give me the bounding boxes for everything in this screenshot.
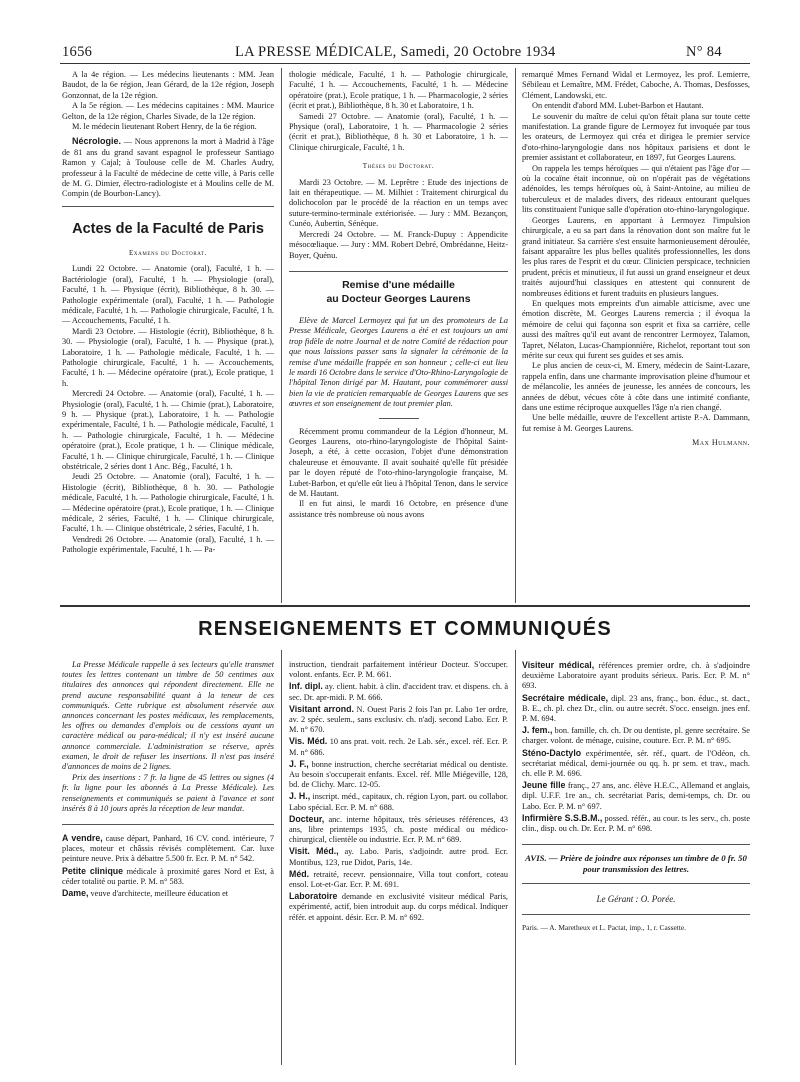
column-1 [62, 70, 274, 605]
paragraph: Récemment promu commandeur de la Légion d'honneur, M. Georges Laurens, oto-rhino-laryngologiste de l'hôpital Saint-Joseph, a été, à cette occasion, l'objet d'une démonstration chaleureuse et émouvante. Il avait souhaité qu'elle fût présidée par le doyen réputé de l'oto-rhino-laryngologie française, M. Lubet-Barbon, et qu'elle eût lieu à l'hôpital Tenon, dans le service de M. Hautant. [289, 426, 508, 498]
ad-item [289, 660, 508, 680]
ad-text: bon. famille, ch. ch. Dr ou dentiste, pl. genre secrétaire. Se charger. volont. de ménage, cuisine, couture. Ecr. P. M. n° 695. [522, 726, 750, 746]
ad-keyword: A vendre, [62, 833, 103, 844]
section-rule-thick [60, 605, 750, 607]
ad-text: inscript. méd., capitaux, ch. région Lyon, part. ou collabor. Labo spécial. Ecr. P. M. n° 688. [289, 792, 508, 812]
column-3 [522, 70, 750, 605]
paragraph: Il en fut ainsi, le mardi 16 Octobre, en présence d'une assistance très nombreuse où nous avons [289, 499, 508, 519]
avis-notice: AVIS. — Prière de joindre aux réponses un timbre de 0 fr. 50 pour transmission des lettres. [525, 853, 747, 875]
ad-item [289, 891, 508, 923]
paragraph: A la 4e région. — Les médecins lieutenants : MM. Jean Baudot, de la 6e région, Jean Gérard, de la 12e région, Joseph Gonzonnat, de la 12e région. [62, 70, 274, 100]
ad-text: cause départ, Panhard, 16 CV. cond. intérieure, 7 places, moteur et châssis révisés complètement. Car. luxe peinture neuve. Prix à débattre 5.500 fr. Ecr. P. M. n° 542. [62, 834, 274, 864]
paragraph: On rappela les temps héroïques — qui n'étaient pas l'âge d'or — où la cocaïne était inconnue, où on n'opérait pas de végétations adénoïdes, les temps héroïques où, à Saint-Antoine, au milieu de tuberculeux et de malades divers, des rideaux entourant quelques lits constituaient l'unique salle d'opération oto-rhino-laryngologique. [522, 163, 750, 215]
header-rule [60, 63, 750, 64]
ad-keyword: J. F., [289, 758, 309, 769]
ad-keyword: Méd. [289, 868, 310, 879]
paragraph: Une belle médaille, œuvre de l'excellent artiste P.-A. Dammann, fut remise à M. Georges Laurens. [522, 413, 750, 433]
paragraph: En quelques mots empreints d'un aimable atticisme, avec une émotion discrète, M. Georges Laurens remercia ; il évoqua la mémoire de celui qui façonna son esprit et fixa sa carrière, celle aussi des maîtres qu'il eut avant de rencontrer Lermoyez, Talamon, Tapret, Nélaton, Lucas-Championnière, Richelot, reportant tout son mérite sur ceux qui furent ses guides et ses amis. [522, 298, 750, 360]
ad-text: N. Ouest Paris 2 fois l'an pr. Labo 1er ordre, av. 2 spéc. seulem., sans exclusiv. ch. n'adj. second Labo. Ecr. P. M. n° 670. [289, 704, 508, 735]
renseignements-heading: RENSEIGNEMENTS ET COMMUNIQUÉS [198, 618, 612, 640]
avis-rule-bottom [522, 883, 750, 884]
notice-rule [62, 824, 274, 825]
ad-keyword: J. fem., [522, 725, 553, 736]
announcements-column-3 [522, 660, 750, 1070]
short-rule [379, 418, 419, 419]
paragraph: Le souvenir du maître de celui qu'on fêtait plana sur toute cette manifestation. La grande figure de Lermoyez fut invoquée par tous les orateurs, de Lermoyez qui créa et dirigea le premier service d'oto-rhino-laryngologie dans nos hôpitaux parisiens et dont le premier assistant et collaborateur, en 1897, fut Georges Laurens. [522, 111, 750, 163]
column-2 [289, 70, 508, 605]
column-divider [515, 650, 516, 1065]
paragraph: A la 5e région. — Les médecins capitaines : MM. Maurice Gelton, de la 12e région, Charles Sivade, de la 12e région. [62, 101, 274, 121]
ad-keyword: Petite clinique [62, 865, 124, 876]
ad-text: expérimentée, sér. réf., quart. de l'Odéon, ch. secrétariat médical, demi-journée ou qq. h. pr sem. et trav., mach. ch. elle P. M. 696. [522, 748, 750, 779]
ad-keyword: Sténo-Dactylo [522, 747, 582, 758]
paragraph: Vendredi 26 Octobre. — Anatomie (oral), Faculté, 1 h. — Pathologie expérimentale, Faculté, 1 h. — Pa- [62, 534, 274, 555]
ad-text: franç., 27 ans, anc. élève H.E.C., Allemand et anglais, dipl. U.F.F. 1re an., ch. secrétariat Paris, demi-temps, ch. Dr. ou Labo. Ecr. P. M. n° 697. [522, 781, 750, 811]
theses-heading: Thèses du Doctorat. [362, 162, 435, 171]
ad-item [522, 748, 750, 780]
ad-item [289, 814, 508, 846]
ad-item [289, 759, 508, 791]
ad-item [289, 846, 508, 867]
ad-item [289, 704, 508, 736]
ad-keyword: Secrétaire médicale, [522, 692, 609, 703]
ad-item [522, 780, 750, 812]
ad-keyword: Infirmière S.S.B.M., [522, 812, 603, 823]
column-divider [281, 650, 282, 1065]
ad-text: veuve d'architecte, meilleure éducation et [90, 889, 229, 899]
examens-heading: Examens du Doctorat. [129, 248, 207, 257]
ad-text: bonne instruction, cherche secrétariat médical ou dentiste. Au besoin s'occuperait enfants. Excel. réf. Mlle Miégeville, 128, bd. de Clichy. Marc. 12-05. [289, 759, 508, 790]
ad-text: demande en exclusivité visiteur médical Paris, expérimenté, actif, bien introduit aup. du corps médical. Indiquer référ. et appoint. désir. Ecr. P. M. n° 692. [289, 892, 508, 922]
necrologie-text: — Nous apprenons la mort à Madrid à l'âge de 81 ans du grand savant espagnol le professeur Santiago Ramon y Cajal; à Toulouse celle de M. Charles Audry, professeur à la Faculté de médecine de cette ville, à Paris celle de M. G. Dimier, électro-radiologiste et à Moulins celle de M. Compin (de Bourbon-Lancy). [62, 137, 274, 199]
paragraph: Samedi 27 Octobre. — Anatomie (oral), Faculté, 1 h. — Physique (oral), Laboratoire, 1 h. — Pharmacologie 2 séries (écrit et prat.), Bibliothèque, 8 h. 30 et Laboratoire, 1 h. — Clinique chirurgicale, Faculté, 1 h. [289, 111, 508, 152]
notice-paragraph: Prix des insertions : 7 fr. la ligne de 45 lettres ou signes (4 fr. la ligne pour les abonnés à La Presse Médicale). Les renseignements et communiqués se paient à l'avance et sont insérés 8 à 10 jours après la réception de leur mandat. [62, 773, 274, 813]
signature: Max Hulmann. [692, 438, 750, 448]
remise-intro: Elève de Marcel Lermoyez qui fut un des promoteurs de La Presse Médicale, Georges Laurens a été et est toujours un ami trop fidèle de notre Journal et de notre Comité de rédaction pour que nous laissions passer sans la signaler la cérémonie de la remise d'une médaille frappée en son honneur ; celle-ci eut lieu le mardi 16 Octobre dans le service d'Oto-Rhino-Laryngologie de l'hôpital Tenon dirigé par M. Hautant, pour commémorer aussi bien la vie de praticien remarquable de Georges Laurens que ses œuvres et son enseignement de tout premier plan. [289, 315, 508, 409]
ad-text: 10 ans prat. voit. rech. 2e Lab. sér., excel. réf. Ecr. P. M. n° 686. [289, 737, 508, 757]
paragraph: On entendit d'abord MM. Lubet-Barbon et Hautant. [532, 101, 704, 111]
ad-text: ay. client. habit. à clin. d'accident trav. et dispens. ch. à sec. Dr. apr-midi. P. M. 666. [289, 682, 508, 702]
ad-item [289, 736, 508, 757]
ad-text: médicale à proximité gares Nord et Est, à céder totalité ou partie. P. M. n° 583. [62, 866, 274, 886]
paragraph: M. le médecin lieutenant Robert Henry, de la 6e région. [72, 122, 257, 132]
ad-keyword: Jeune fille [522, 780, 566, 791]
ad-text: retraité, recevr. pensionnaire, Villa tout confort, coteau ensol. Lot-et-Gar. Ecr. P. M. 691. [289, 869, 508, 890]
ad-item [522, 725, 750, 746]
ad-item [522, 813, 750, 834]
ad-item [522, 693, 750, 725]
necrologie-paragraph [62, 136, 274, 199]
paragraph: Lundi 22 Octobre. — Anatomie (oral), Faculté, 1 h. — Bactériologie (oral), Faculté, 1 h. — Physiologie (oral), Faculté, 1 h. — Physique (écrit), Bibliothèque, 8 h. 30. — Pathologie expérimentale (oral), Faculté, 1 h. — Pathologie médicale, Faculté, 1 h. — Pathologie chirurgicale, Faculté, 1 h. — Accouchements, Faculté, 1 h. [62, 264, 274, 326]
ad-text: anc. interne hôpitaux, très sérieuses références, 43 ans, libre printemps 1935, ch. poste médical ou médico-chirurgical, clientèle ou industrie. Ecr. P. M. n° 689. [289, 814, 508, 845]
ad-keyword: Dame, [62, 888, 89, 899]
ad-item [62, 866, 274, 887]
ad-text: instruction, tiendrait parfaitement intérieur Docteur. S'occuper. volont. enfants. Ecr. P. M. 661. [289, 660, 508, 680]
notice-paragraph: La Presse Médicale rappelle à ses lecteurs qu'elle transmet toutes les lettres contenant un timbre de 50 centimes aux titulaires des annonces qui répondent directement. Elle ne prend aucune responsabilité quant à la teneur de ces communiqués. Cette rubrique est absolument réservée aux annonces concernant les postes médicaux, les remplacements, les offres ou demandes d'emplois ou de cessions ayant un caractère médical ou para-médical; il n'y est inséré aucune annonce commerciale. L'administration se réserve, après examen, le droit de refuser les insertions. Il n'est pas inséré d'annonces de moins de 2 lignes. [62, 660, 274, 772]
paragraph: Mardi 23 Octobre. — Histologie (écrit), Bibliothèque, 8 h. 30. — Physiologie (oral), Faculté, 1 h. — Physique (prat.), Laboratoire, 1 h. — Pathologie médicale, Faculté, 1 h. — Pathologie chirurgicale, Faculté, 1 h. — Accouchements, Faculté, 1 h. — Médecine opératoire (prat.), Ecole pratique, 1 h. [62, 326, 274, 388]
ad-item [289, 681, 508, 702]
ad-item [62, 888, 274, 899]
ad-text: possed. référ., au cour. ts les serv., ch. poste clin., disp. ou ch. Dr. Ecr. P. M. n° 698. [522, 813, 750, 834]
announcements-column-1 [62, 660, 274, 1070]
ad-text: ay. Labo. Paris, s'adjoindr. autre prod. Ecr. Montibus, 123, rue Didot, Paris, 14e. [289, 847, 508, 867]
paragraph: Mardi 23 Octobre. — M. Leprêtre : Etude des injections de lait en thérapeutique. — M. Milhiet : Traitement chirurgical du dolichocolon par le procédé de la réaction en un temps avec suture-termino-terminale extériorisée. — Jury : MM. Bezançon, Cunéo, Aubertin, Sénèque. [289, 177, 508, 229]
remise-heading-line-2: au Docteur Georges Laurens [326, 292, 471, 305]
page-title: LA PRESSE MÉDICALE, Samedi, 20 Octobre 1934 [235, 44, 556, 60]
paragraph: Mercredi 24 Octobre. — Anatomie (oral), Faculté, 1 h. — Physiologie (oral), Faculté, 1 h. — Chimie (prat.), Laboratoire, 9 h. — Physique (prat.), Laboratoire, 1 h. — Pathologie expérimentale, Faculté, 1 h. — Pathologie médicale, Faculté, 1 h. — Pathologie chirurgicale, Faculté, 1 h. — Médecine opératoire (prat.), Ecole pratique, 1 h. — Clinique médicale, Faculté, 1 h. — Clinique chirurgicale, Faculté, 1 h. — Clinique obstétricale, 2 séries dont 1 Anc. Bég., Faculté, 1 h. [62, 389, 274, 471]
gerant-line: Le Gérant : O. Porée. [596, 894, 676, 905]
ad-keyword: J. H., [289, 791, 311, 802]
ad-keyword: Visitant arrond. [289, 703, 354, 714]
paragraph: Jeudi 25 Octobre. — Anatomie (oral), Faculté, 1 h. — Histologie (écrit), Bibliothèque, 8 h. 30. — Pathologie médicale, Faculté, 1 h. — Pathologie chirurgicale, Faculté, 1 h. — Médecine opératoire (prat.), Ecole pratique, 1 h. — Clinique médicale, 2 séries, Faculté, 1 h. — Clinique chirurgicale, Faculté, 1 h. — Clinique obstétricale, 2 séries, Faculté, 1 h. [62, 472, 274, 534]
section-rule [289, 271, 508, 272]
ad-keyword: Vis. Méd. [289, 736, 328, 747]
ad-keyword: Docteur, [289, 813, 325, 824]
paragraph: remarqué Mmes Fernand Widal et Lermoyez, les prof. Lemierre, Sébileau et Lemaître, MM. Frédet, Caboche, A. Thomas, Desfosses, Clément, Landowski, etc. [522, 70, 750, 100]
announcements-column-2 [289, 660, 508, 1070]
remise-heading [289, 278, 508, 306]
ad-item [289, 869, 508, 890]
necrologie-title: Nécrologie. [72, 136, 122, 147]
ad-item [62, 833, 274, 865]
paragraph: Le plus ancien de ceux-ci, M. Emery, médecin de Saint-Lazare, rappela enfin, dans une charmante improvisation pleine d'humour et de mélancolie, les années de jeunesse, les années de concours, les années de début, vécues côte à côte dans une intimité confiante, dans une estime réciproque auxquelles l'âge n'a rien changé. [522, 361, 750, 412]
column-divider [515, 68, 516, 603]
page-number: 1656 [62, 44, 93, 60]
ad-item [522, 660, 750, 692]
paragraph: Mercredi 24 Octobre. — M. Franck-Dupuy : Appendicite mésocœliaque. — Jury : MM. Robert Debré, Ombrédanne, Heitz-Boyer, Quénu. [289, 229, 508, 260]
ad-text: références premier ordre, ch. à s'adjoindre deuxième Laboratoire ayant produits sérieux. Paris. Ecr. P. M. n° 693. [522, 661, 750, 691]
ad-keyword: Inf. dipl. [289, 681, 323, 692]
ad-text: dipl. 23 ans, franç., bon. éduc., st. dact., B. E., ch. pl. chez Dr., clin. ou autre secrét. S'occ. enseign. jnes enf. P. M. 694. [522, 693, 750, 724]
ad-keyword: Visit. Méd., [289, 846, 339, 857]
ad-keyword: Laboratoire [289, 891, 338, 902]
gerant-rule [522, 914, 750, 915]
ad-item [289, 791, 508, 812]
section-rule [62, 206, 274, 207]
paragraph: Georges Laurens, en apportant à Lermoyez l'impulsion chirurgicale, a eu sa part dans la rénovation dont son maître fut le grand initiateur. Sa carrière s'est ensuite harmonieusement déroulée, faisant apparaître les plus belles qualités professionnelles, les dons les plus rares de l'esprit et du cœur. Clinicien perspicace, technicien prudent, précis et minutieux, il fut aussi un grand enseigneur et deux traités aujourd'hui classiques en attestent qui connurent de nombreuses éditions et furent traduits en plusieurs langues. [522, 215, 750, 298]
remise-heading-line-1: Remise d'une médaille [342, 278, 455, 291]
ad-keyword: Visiteur médical, [522, 660, 595, 670]
avis-rule-top [522, 844, 750, 845]
imprimeur-line: Paris. — A. Maretheux et L. Pactat, imp., 1, r. Cassette. [522, 923, 687, 933]
faculte-heading: Actes de la Faculté de Paris [72, 220, 264, 237]
paragraph: thologie médicale, Faculté, 1 h. — Pathologie chirurgicale, Faculté, 1 h. — Accouchements, Faculté, 1 h. — Médecine opératoire (prat.), Ecole pratique, 1 h. — Pharmacologie, 2 séries (écrit et prat.), Bibliothèque, 8 h. 30 et Laboratoire, 1 h. [289, 70, 508, 111]
issue-number: N° 84 [686, 44, 722, 60]
column-divider [281, 68, 282, 603]
